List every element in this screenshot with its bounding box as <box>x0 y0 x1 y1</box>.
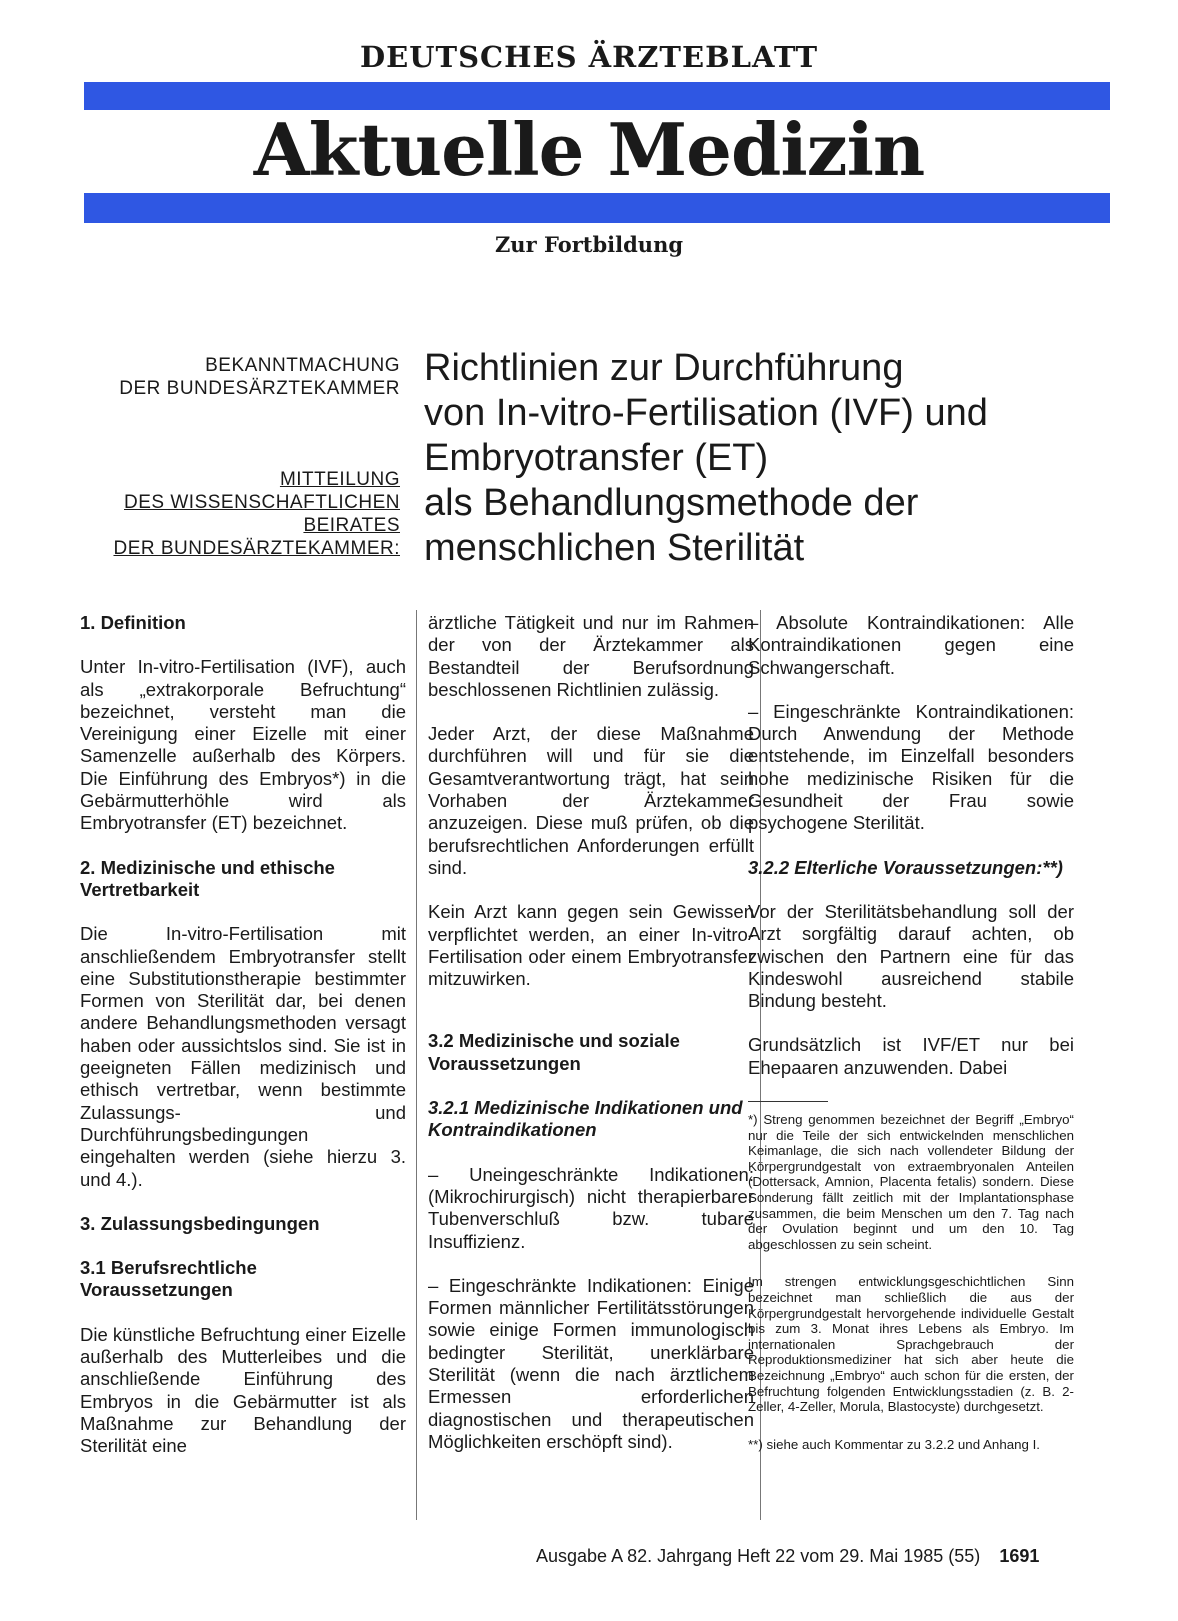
issue-info: Ausgabe A 82. Jahrgang Heft 22 vom 29. Mai 1985 (55) <box>536 1546 981 1566</box>
footnote-rule <box>748 1101 828 1102</box>
text-column-1 <box>80 612 406 1480</box>
masthead: DEUTSCHES ÄRZTEBLATT <box>359 40 819 74</box>
title-line: als Behandlungsmethode der <box>424 482 919 524</box>
paragraph: ärztliche Tätigkeit und nur im Rahmen der von der Ärztekammer als Bestandteil der Berufsordnung beschlossenen Richtlinien zulässig. <box>428 612 754 700</box>
paragraph: Vor der Sterilitätsbehandlung soll der Arzt sorgfältig darauf achten, ob zwischen den Partnern eine für das Kindeswohl ausreichend stabile Bindung besteht. <box>748 900 1074 1012</box>
page-number: 1691 <box>999 1546 1040 1566</box>
column-divider <box>416 610 417 1520</box>
blue-bar-top <box>84 82 1110 110</box>
notice-line: DES WISSENSCHAFTLICHEN <box>124 492 400 513</box>
notice-line: BEIRATES <box>303 515 400 536</box>
heading-parental: 3.2.2 Elterliche Voraussetzungen:**) <box>748 856 1063 878</box>
heading-admission: 3. Zulassungsbedingungen <box>80 1212 320 1234</box>
paragraph: Unter In-vitro-Fertilisation (IVF), auch als „extrakorporale Befruchtung“ bezeichnet, versteht man die Vereinigung einer Eizelle mit einer Samenzelle außerhalb des Körpers. Die Einführung des Embryos*) in die Gebärmutterhöhle wird als Embryotransfer (ET) bezeichnet. <box>80 656 406 834</box>
title-line: von In-vitro-Fertilisation (IVF) und <box>424 392 988 434</box>
heading-indications: 3.2.1 Medizinische Indikationen und Kontraindikationen <box>428 1097 743 1141</box>
notice-line: BEKANNTMACHUNG <box>205 355 400 376</box>
blue-bar-bottom <box>84 193 1110 223</box>
paragraph: Kein Arzt kann gegen sein Gewissen verpflichtet werden, an einer In-vitro-Fertilisation oder einem Embryotransfer mitzuwirken. <box>428 901 754 990</box>
heading-ethics: 2. Medizinische und ethische Vertretbarkeit <box>80 856 335 900</box>
heading-definition: 1. Definition <box>80 612 186 633</box>
title-line: Embryotransfer (ET) <box>424 437 769 479</box>
paragraph: – Uneingeschränkte Indikationen: (Mikrochirurgisch) nicht therapierbarer Tubenverschluß bzw. tubare Insuffizienz. <box>428 1163 754 1252</box>
paragraph: – Absolute Kontraindikationen: Alle Kontraindikationen gegen eine Schwangerschaft. <box>748 612 1074 678</box>
heading-professional-law: 3.1 Berufsrechtliche Voraussetzungen <box>80 1257 257 1301</box>
notice-line: MITTEILUNG <box>279 469 400 490</box>
notice-line: DER BUNDESÄRZTEKAMMER <box>119 378 400 399</box>
paragraph: Die künstliche Befruchtung einer Eizelle außerhalb des Mutterleibes und die anschließende Einführung des Embryos in die Gebärmutter ist als Maßnahme zur Behandlung der Sterilität eine <box>80 1323 406 1457</box>
text-column-3 <box>748 612 1074 1474</box>
subsection-title: Zur Fortbildung <box>494 232 684 257</box>
notice-line: DER BUNDESÄRZTEKAMMER: <box>113 538 400 559</box>
text-column-2 <box>428 612 754 1475</box>
paragraph: – Eingeschränkte Indikationen: Einige Formen männlicher Fertilitätsstörungen sowie einige Formen immunologisch bedingter Sterilität, unerklärbare Sterilität (wenn die nach ärztlichem Ermessen erforderlichen diagnostischen und therapeutischen Möglichkeiten erschöpft sind). <box>428 1274 754 1452</box>
notice-communication <box>60 468 400 560</box>
notice-announcement <box>60 354 400 400</box>
footnote: **) siehe auch Kommentar zu 3.2.2 und Anhang I. <box>748 1436 1040 1452</box>
paragraph: Jeder Arzt, der diese Maßnahme durchführen will und für sie die Gesamtverantwortung trägt, hat sein Vorhaben der Ärztekammer anzuzeigen. Diese muß prüfen, ob die berufsrechtlichen Anforderungen erfüllt sind. <box>428 723 754 878</box>
article-title <box>424 346 1144 571</box>
heading-medical-social: 3.2 Medizinische und soziale Voraussetzungen <box>428 1030 680 1074</box>
title-line: Richtlinien zur Durchführung <box>424 347 904 389</box>
footnote: Im strengen entwicklungsgeschichtlichen Sinn bezeichnet man schließlich die aus der Körpergrundgestalt hervorgehende individuelle Gestalt bis zum 3. Monat ihres Lebens als Embryo. Im internationalen Sprachgebrauch der Reproduktionsmediziner hat sich aber heute die Bezeichnung „Embryo“ auch schon für die ersten, der Befruchtung folgenden Entwicklungsstadien (z. B. 2-Zeller, 4-Zeller, Morula, Blastocyste) durchgesetzt. <box>748 1274 1074 1415</box>
paragraph: – Eingeschränkte Kontraindikationen: Durch Anwendung der Methode entstehende, im Einzelfall besonders hohe medizinische Risiken für die Gesundheit der Frau sowie psychogene Sterilität. <box>748 700 1074 834</box>
title-line: menschlichen Sterilität <box>424 527 805 569</box>
footnote: *) Streng genommen bezeichnet der Begriff „Embryo“ nur die Teile der sich entwickelnden menschlichen Keimanlage, die sich nach vollendeter Bildung der Körpergrundgestalt von extraembryonalen Anteilen (Dottersack, Amnion, Placenta fetalis) sondern. Diese Sonderung fällt zeitlich mit der Implantationsphase zusammen, die beim Menschen um den 7. Tag nach der Ovulation beginnt und um den 10. Tag abgeschlossen zu sein scheint. <box>748 1112 1074 1252</box>
page-footer <box>536 1546 1156 1567</box>
paragraph: Die In-vitro-Fertilisation mit anschließendem Embryotransfer stellt eine Substitutionstherapie bestimmter Formen von Sterilität dar, bei denen andere Behandlungsmethoden versagt haben oder aussichtslos sind. Sie ist in geeigneten Fällen medizinisch und ethisch vertretbar, wenn bestimmte Zulassungs- und Durchführungsbedingungen eingehalten werden (siehe hierzu 3. und 4.). <box>80 923 406 1190</box>
section-title: Aktuelle Medizin <box>253 107 925 192</box>
paragraph: Grundsätzlich ist IVF/ET nur bei Ehepaaren anzuwenden. Dabei <box>748 1034 1074 1078</box>
